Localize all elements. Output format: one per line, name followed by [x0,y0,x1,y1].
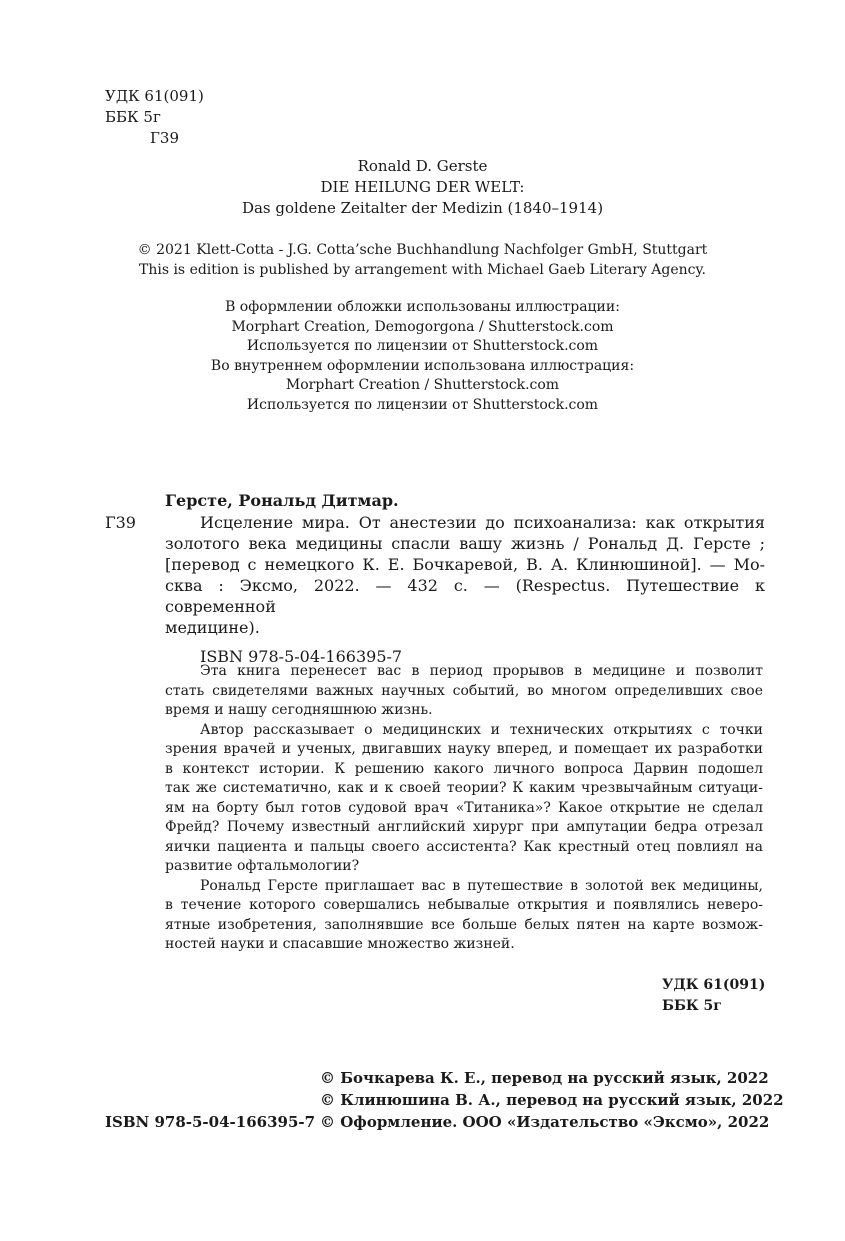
annotation-line: ятные изобретения, заполнявшие все больше белых пятен на карте возмож- [165,916,763,933]
udk-code: УДК 61(091) [105,87,204,105]
annotation-line: зрения врачей и ученых, двигавших науку вперед, и помещает их разработки [165,741,763,757]
bbk-code: ББК 5г [105,108,161,126]
bib-description [105,512,765,638]
original-copyright-line: This is edition is published by arrangement with Michael Gaeb Literary Agency. [138,261,707,278]
original-copyright-block [0,241,845,280]
annotation-line: стать свидетелями важных научных событий, во многом определивших свое [165,682,763,699]
original-subtitle: Das goldene Zeitalter der Medizin (1840–1914) [241,199,604,217]
annotation-line: Рональд Герсте приглашает вас в путешествие в золотой век медицины, [200,877,763,894]
annotation-line: яички пациента и пальцы своего ассистента? Как крестный отец повлиял на [165,838,763,855]
bib-author-mark: Г39 [105,513,136,532]
illustration-credit-line: Во внутреннем оформлении использована иллюстрация: [210,357,635,374]
design-copyright: © Оформление. ООО «Издательство «Эксмо», 2022 [320,1113,770,1131]
author-mark: Г39 [150,129,180,147]
bib-line: [перевод с немецкого К. Е. Бочкаревой, В. А. Клинюшиной]. — Мо- [165,555,765,574]
annotation-line: Эта книга перенесет вас в период прорывов в медицине и позволит [200,663,763,679]
translation-copyright: © Бочкарева К. Е., перевод на русский язык, 2022 [320,1069,769,1087]
annotation-line: Фрейд? Почему известный английский хирург при ампутации бедра отрезал [165,819,763,835]
annotation [165,662,763,955]
bib-line: Исцеление мира. От анестезии до психоанализа: как открытия [200,513,765,532]
annotation-line: время и нашу сегодняшнюю жизнь. [165,702,433,718]
illustration-credit-line: Morphart Creation, Demogorgona / Shutterstock.com [231,318,614,335]
bibliographic-record [105,490,765,667]
translation-copyright: © Клинюшина В. А., перевод на русский язык, 2022 [320,1091,784,1109]
annotation-line: ностей науки и спасавшие множество жизней. [165,936,515,952]
illustration-credits [0,298,845,415]
bbk-code-right: ББК 5г [662,998,722,1014]
original-title-block [0,156,845,219]
bib-isbn: ISBN 978-5-04-166395-7 [200,647,403,666]
illustration-credit-line: В оформлении обложки использованы иллюстрации: [225,299,620,315]
bib-author-heading: Герсте, Рональд Дитмар. [165,491,399,510]
annotation-line: в течение которого совершались небывалые открытия и появлялись неверо- [165,897,763,913]
udk-code-right: УДК 61(091) [662,977,766,993]
copyright-footer [105,1068,785,1134]
bib-line: сква : Эксмо, 2022. — 432 с. — (Respectus. Путешествие к современной [165,576,765,616]
annotation-line: ям на борту был готов судовой врач «Титаника»? Какое открытие не сделал [165,799,763,816]
original-author: Ronald D. Gerste [357,157,488,175]
classification-codes [105,86,204,149]
annotation-line: в контекст истории. К решению какого личного вопроса Дарвин подошел [165,760,763,777]
annotation-line: развитие офтальмологии? [165,858,360,874]
annotation-line: Автор рассказывает о медицинских и технических открытиях с точки [200,721,763,738]
footer-isbn: ISBN 978-5-04-166395-7 [105,1113,316,1131]
original-title: DIE HEILUNG DER WELT: [320,178,525,196]
illustration-credit-line: Используется по лицензии от Shutterstock.com [246,396,599,413]
classification-codes-right [662,976,765,1018]
bib-line: золотого века медицины спасли вашу жизнь / Рональд Д. Герсте ; [165,534,765,553]
original-copyright-line: © 2021 Klett-Cotta - J.G. Cotta’sche Buchhandlung Nachfolger GmbH, Stuttgart [137,242,708,258]
illustration-credit-line: Используется по лицензии от Shutterstock.com [246,338,599,354]
bib-line: медицине). [165,618,260,637]
illustration-credit-line: Morphart Creation / Shutterstock.com [285,377,560,393]
annotation-line: так же систематично, как и к своей теории? К каким чрезвычайным ситуаци- [165,780,763,796]
